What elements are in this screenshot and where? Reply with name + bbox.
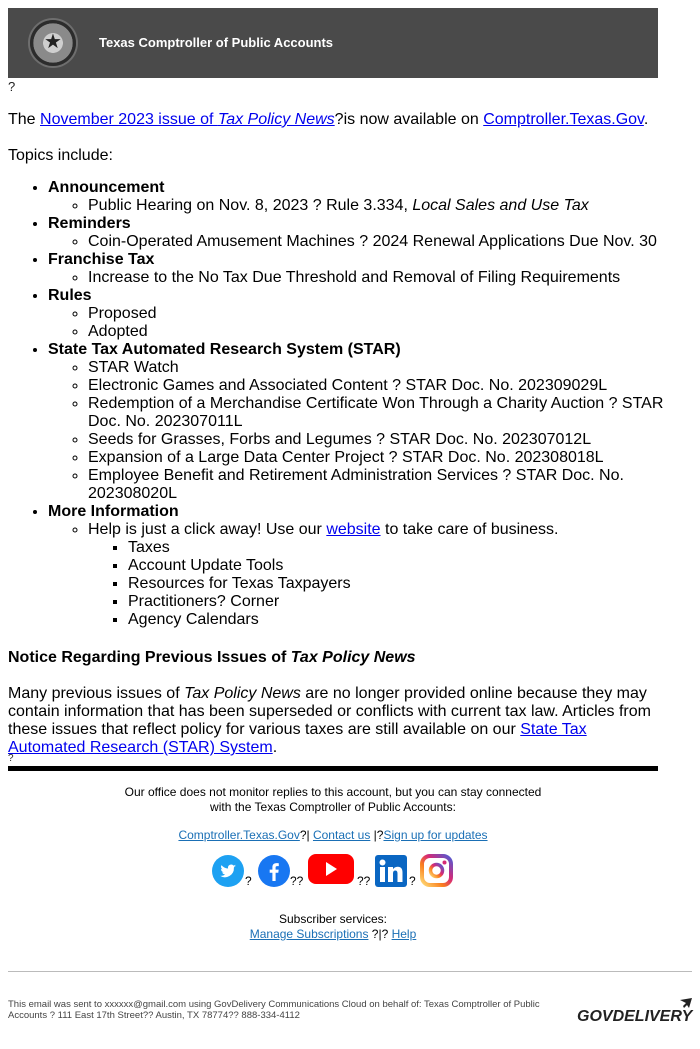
list-item: ▪ Taxes bbox=[128, 539, 698, 557]
linkedin-icon[interactable] bbox=[375, 855, 407, 887]
footer-divider bbox=[8, 971, 692, 972]
comptroller-footer-link[interactable]: Comptroller.Texas.Gov bbox=[178, 828, 300, 842]
header-title: Texas Comptroller of Public Accounts bbox=[99, 35, 334, 50]
list-item bbox=[48, 503, 698, 629]
footer-links: Comptroller.Texas.Gov?| Contact us |?Sign up for updates bbox=[178, 828, 488, 842]
twitter-icon[interactable] bbox=[212, 855, 244, 887]
notice-title: Notice Regarding Previous Issues of Tax Policy News bbox=[8, 649, 416, 666]
separator-mark: ?? bbox=[357, 874, 371, 888]
footer-notice: Our office does not monitor replies to this account, but you can stay connected with the Texas Comptroller of Public Accounts: bbox=[124, 785, 542, 814]
help-link[interactable]: Help bbox=[391, 927, 417, 941]
stray-mark: ? bbox=[8, 79, 16, 94]
list-item: ▪ Agency Calendars bbox=[128, 611, 698, 629]
section-title: Rules bbox=[48, 287, 92, 304]
section-title: Reminders bbox=[48, 215, 131, 232]
contact-us-link[interactable]: Contact us bbox=[312, 828, 371, 842]
separator-mark: ? bbox=[409, 874, 416, 888]
subscriber-services: Subscriber services: Manage Subscriptions ?|? Help bbox=[249, 912, 417, 941]
list-item: ◦ Adopted bbox=[88, 323, 698, 341]
manage-subscriptions-link[interactable]: Manage Subscriptions bbox=[249, 927, 369, 941]
govdelivery-logo-text: GOVDELIVERY bbox=[577, 1008, 693, 1025]
list-item: ◦ Coin-Operated Amusement Machines ? 2024 Renewal Applications Due Nov. 30 bbox=[88, 233, 698, 251]
divider bbox=[8, 766, 658, 771]
notice-body: Many previous issues of Tax Policy News are no longer provided online because they may contain information that has been superseded or conflicts with current tax law. Articles from these issues that reflect policy for various taxes are still available on our State Tax Automated Research (STAR) System. bbox=[8, 685, 651, 756]
website-link[interactable]: website bbox=[326, 521, 381, 538]
sign-up-link[interactable]: Sign up for updates bbox=[383, 828, 488, 842]
list-item: ▪ Account Update Tools bbox=[128, 557, 698, 575]
list-item: ◦ Redemption of a Merchandise Certificate Won Through a Charity Auction ? STAR Doc. No. 202307011L bbox=[88, 395, 698, 431]
list-item: ◦ STAR Watch bbox=[88, 359, 698, 377]
list-item: ◦ Seeds for Grasses, Forbs and Legumes ? STAR Doc. No. 202307012L bbox=[88, 431, 698, 449]
list-item: ◦ Help is just a click away! Use our website to take care of business. ▪ Taxes ▪ Account Update Tools ▪ Resources for Texas Taxpayers ▪ Practitioners? Corner ▪ Agency Calendars bbox=[88, 521, 698, 629]
section-title: Announcement bbox=[48, 179, 165, 196]
comptroller-site-link[interactable]: Comptroller.Texas.Gov bbox=[483, 111, 644, 128]
list-item: ◦ Electronic Games and Associated Content ? STAR Doc. No. 202309029L bbox=[88, 377, 698, 395]
texas-seal-icon: ★ bbox=[30, 20, 76, 66]
stray-mark: ? bbox=[8, 753, 14, 764]
star-system-link[interactable]: State Tax Automated Research (STAR) System bbox=[8, 721, 587, 756]
list-item bbox=[48, 287, 698, 341]
topics-label: Topics include: bbox=[8, 147, 113, 164]
list-item bbox=[48, 215, 698, 251]
topics-list bbox=[8, 179, 698, 629]
section-title: State Tax Automated Research System (STAR) bbox=[48, 341, 401, 358]
youtube-icon[interactable] bbox=[308, 853, 354, 885]
list-item: ◦ Expansion of a Large Data Center Project ? STAR Doc. No. 202308018L bbox=[88, 449, 698, 467]
section-title: Franchise Tax bbox=[48, 251, 155, 268]
list-item bbox=[48, 179, 698, 215]
list-item bbox=[48, 251, 698, 287]
separator-mark: ?? bbox=[290, 874, 304, 888]
list-item: ▪ Practitioners? Corner bbox=[128, 593, 698, 611]
header-banner bbox=[8, 8, 658, 78]
list-item: ▪ Resources for Texas Taxpayers bbox=[128, 575, 698, 593]
govdelivery-logo[interactable] bbox=[576, 996, 694, 1026]
list-item: ◦ Employee Benefit and Retirement Administration Services ? STAR Doc. No. 202308020L bbox=[88, 467, 698, 503]
separator-mark: ? bbox=[245, 874, 252, 888]
list-item bbox=[48, 341, 698, 503]
list-item: ◦ Proposed bbox=[88, 305, 698, 323]
section-title: More Information bbox=[48, 503, 179, 520]
list-item: ◦ Increase to the No Tax Due Threshold and Removal of Filing Requirements bbox=[88, 269, 698, 287]
send-icon bbox=[680, 998, 692, 1008]
legal-text: This email was sent to xxxxxx@gmail.com using GovDelivery Communications Cloud on behalf of: Texas Comptroller of Public Accounts ? 111 East 17th Street?? Austin, TX 78774?? 888-334-4112 bbox=[8, 999, 540, 1021]
instagram-icon[interactable] bbox=[420, 854, 453, 887]
issue-link[interactable]: November 2023 issue of Tax Policy News bbox=[40, 111, 335, 128]
facebook-icon[interactable] bbox=[258, 855, 290, 887]
intro-paragraph: The November 2023 issue of Tax Policy News?is now available on Comptroller.Texas.Gov. bbox=[8, 111, 649, 128]
list-item: ◦ Public Hearing on Nov. 8, 2023 ? Rule 3.334, Local Sales and Use Tax bbox=[88, 197, 698, 215]
